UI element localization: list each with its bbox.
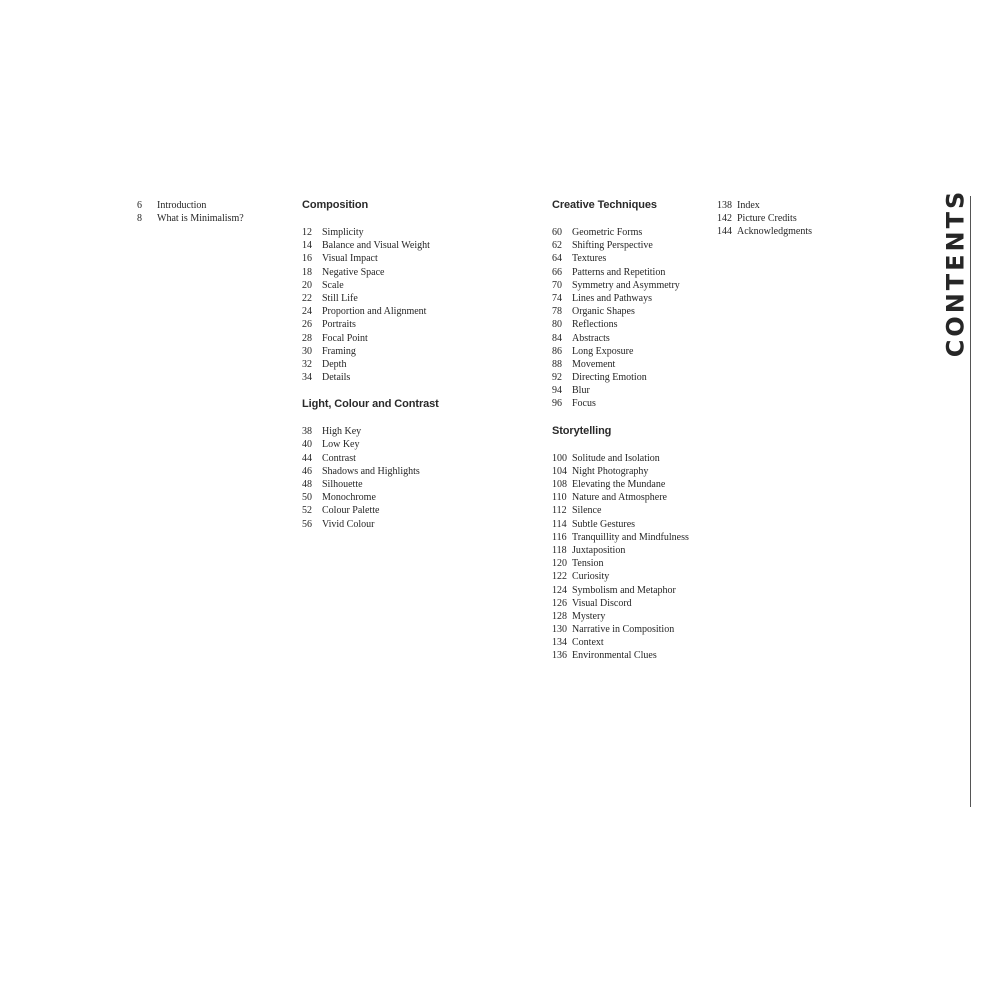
page-number: 116	[552, 531, 567, 543]
entry-title: What is Minimalism?	[157, 213, 244, 225]
back-matter-column	[717, 199, 857, 239]
toc-entry	[302, 465, 532, 478]
toc-entry	[552, 649, 712, 662]
entry-title: Textures	[572, 253, 607, 265]
page-number: 44	[302, 452, 312, 464]
toc-entry	[552, 252, 712, 265]
toc-entry	[302, 518, 532, 531]
entry-title: Silence	[572, 505, 602, 517]
entry-title: Patterns and Repetition	[572, 266, 666, 278]
toc-entry	[302, 226, 532, 239]
entry-title: Nature and Atmosphere	[572, 492, 667, 504]
section-entry-list	[302, 226, 532, 384]
entry-title: Focus	[572, 398, 596, 410]
page-number: 62	[552, 240, 562, 252]
entry-title: Details	[322, 372, 351, 384]
toc-entry	[552, 610, 712, 623]
entry-title: Mystery	[572, 610, 606, 622]
toc-entry	[552, 623, 712, 636]
page-number: 28	[302, 332, 312, 344]
toc-entry	[552, 636, 712, 649]
contents-heading-text: CONTENTS	[941, 188, 970, 357]
front-matter-list	[137, 199, 287, 225]
page-number: 128	[552, 610, 567, 622]
entry-title: Silhouette	[322, 479, 363, 490]
page-number: 88	[552, 358, 562, 370]
toc-entry	[302, 491, 532, 504]
page-number: 48	[302, 479, 312, 490]
toc-entry	[552, 452, 712, 465]
entry-title: Scale	[322, 279, 344, 291]
entry-title: Tension	[572, 558, 604, 570]
toc-entry	[302, 318, 532, 331]
section-entry-list	[302, 425, 532, 531]
section-composition	[302, 199, 532, 384]
page-number: 124	[552, 584, 567, 596]
entry-title: Juxtaposition	[572, 544, 626, 556]
page-number: 144	[717, 226, 732, 238]
entry-title: Introduction	[157, 200, 207, 211]
entry-title: Low Key	[322, 439, 360, 451]
page-number: 136	[552, 650, 567, 662]
entry-title: High Key	[322, 426, 362, 438]
toc-entry	[302, 345, 532, 358]
entry-title: Blur	[572, 385, 590, 397]
entry-title: Still Life	[322, 292, 358, 304]
toc-entry	[552, 292, 712, 305]
page-number: 94	[552, 385, 562, 397]
entry-title: Visual Impact	[322, 253, 378, 265]
page-number: 12	[302, 227, 312, 238]
entry-title: Organic Shapes	[572, 306, 635, 318]
page-number: 18	[302, 266, 312, 278]
entry-title: Acknowledgments	[737, 226, 812, 238]
section-light-colour-contrast	[302, 398, 532, 531]
page-number: 52	[302, 505, 312, 517]
page-number: 122	[552, 571, 567, 583]
page-number: 20	[302, 279, 312, 291]
toc-entry	[552, 465, 712, 478]
page-number: 46	[302, 465, 312, 477]
entry-title: Long Exposure	[572, 345, 634, 357]
page-number: 138	[717, 200, 732, 211]
page-number: 56	[302, 518, 312, 530]
entry-title: Shifting Perspective	[572, 240, 653, 252]
page-number: 112	[552, 505, 567, 517]
entry-title: Movement	[572, 358, 616, 370]
toc-entry	[552, 266, 712, 279]
entry-title: Subtle Gestures	[572, 518, 636, 530]
entry-title: Reflections	[572, 319, 618, 331]
toc-entry	[302, 292, 532, 305]
page-number: 66	[552, 266, 562, 278]
section-entry-list	[552, 226, 712, 411]
page-number: 22	[302, 292, 312, 304]
entry-title: Symbolism and Metaphor	[572, 584, 676, 596]
entry-title: Proportion and Alignment	[322, 306, 427, 318]
page-number: 6	[137, 200, 142, 211]
toc-entry	[552, 557, 712, 570]
toc-entry	[552, 531, 712, 544]
toc-entry	[552, 371, 712, 384]
toc-entry	[302, 332, 532, 345]
toc-entry	[552, 318, 712, 331]
column-composition-light	[302, 199, 532, 531]
toc-entry	[552, 239, 712, 252]
entry-title: Vivid Colour	[322, 518, 375, 530]
toc-entry	[302, 279, 532, 292]
toc-entry	[137, 199, 287, 212]
page-number: 120	[552, 558, 567, 570]
entry-title: Contrast	[322, 452, 356, 464]
page-number: 126	[552, 597, 567, 609]
entry-title: Tranquillity and Mindfulness	[572, 531, 689, 543]
entry-title: Context	[572, 637, 604, 649]
page-number: 30	[302, 345, 312, 357]
toc-entry	[717, 212, 857, 225]
toc-entry	[137, 212, 287, 225]
entry-title: Portraits	[322, 319, 356, 331]
page-number: 64	[552, 253, 562, 265]
page-number: 84	[552, 332, 562, 344]
entry-title: Colour Palette	[322, 505, 380, 517]
section-title: Composition	[302, 199, 369, 211]
toc-entry	[552, 597, 712, 610]
section-entry-list	[552, 452, 712, 663]
page-number: 14	[302, 240, 312, 252]
toc-entry	[552, 518, 712, 531]
toc-entry	[302, 239, 532, 252]
entry-title: Night Photography	[572, 465, 649, 477]
section-title: Storytelling	[552, 424, 612, 437]
toc-entry	[302, 266, 532, 279]
page-number: 38	[302, 426, 312, 438]
page-number: 26	[302, 319, 312, 331]
toc-entry	[302, 438, 532, 451]
page-number: 110	[552, 492, 567, 504]
toc-entry	[552, 397, 712, 410]
toc-entry	[552, 384, 712, 397]
toc-entry	[552, 491, 712, 504]
back-matter-list	[717, 199, 857, 239]
toc-entry	[302, 252, 532, 265]
page-number: 16	[302, 253, 312, 265]
page-number: 60	[552, 227, 562, 238]
toc-entry	[552, 305, 712, 318]
page-number: 24	[302, 306, 312, 318]
page-number: 70	[552, 279, 562, 291]
page-number: 50	[302, 492, 312, 504]
toc-entry	[552, 332, 712, 345]
entry-title: Simplicity	[322, 227, 364, 238]
entry-title: Solitude and Isolation	[572, 452, 660, 464]
page-number: 74	[552, 292, 562, 304]
section-storytelling	[552, 425, 712, 663]
toc-entry	[302, 425, 532, 438]
page-number: 114	[552, 518, 567, 530]
entry-title: Index	[737, 200, 760, 211]
entry-title: Symmetry and Asymmetry	[572, 279, 680, 291]
section-title: Light, Colour and Contrast	[302, 398, 439, 411]
toc-entry	[552, 478, 712, 491]
toc-entry	[552, 226, 712, 239]
entry-title: Visual Discord	[572, 597, 632, 609]
page-number: 100	[552, 452, 567, 464]
toc-entry	[552, 504, 712, 517]
front-matter-column	[137, 199, 287, 225]
column-creative-storytelling	[552, 199, 712, 663]
page-number: 134	[552, 637, 567, 649]
section-creative-techniques	[552, 199, 712, 411]
toc-entry	[302, 504, 532, 517]
toc-entry	[552, 544, 712, 557]
page-number: 142	[717, 213, 732, 225]
page-number: 78	[552, 306, 562, 318]
toc-entry	[552, 279, 712, 292]
toc-entry	[302, 452, 532, 465]
page-number: 130	[552, 624, 567, 636]
entry-title: Balance and Visual Weight	[322, 240, 430, 252]
page-number: 80	[552, 319, 562, 331]
contents-heading	[941, 188, 970, 357]
page-number: 108	[552, 479, 567, 490]
page-number: 40	[302, 439, 312, 451]
toc-entry	[717, 225, 857, 238]
toc-entry	[552, 584, 712, 597]
entry-title: Monochrome	[322, 492, 376, 504]
page-edge-rule	[970, 196, 971, 807]
toc-entry	[302, 358, 532, 371]
toc-entry	[552, 570, 712, 583]
entry-title: Negative Space	[322, 266, 385, 278]
entry-title: Lines and Pathways	[572, 292, 652, 304]
entry-title: Environmental Clues	[572, 650, 657, 662]
entry-title: Curiosity	[572, 571, 610, 583]
toc-entry	[302, 478, 532, 491]
entry-title: Shadows and Highlights	[322, 465, 420, 477]
page-number: 96	[552, 398, 562, 410]
section-title: Creative Techniques	[552, 199, 657, 211]
entry-title: Framing	[322, 345, 356, 357]
toc-entry	[302, 371, 532, 384]
entry-title: Directing Emotion	[572, 372, 647, 384]
page-number: 86	[552, 345, 562, 357]
entry-title: Elevating the Mundane	[572, 479, 666, 490]
page-number: 8	[137, 213, 142, 225]
entry-title: Narrative in Composition	[572, 624, 675, 636]
toc-entry	[552, 345, 712, 358]
entry-title: Abstracts	[572, 332, 610, 344]
entry-title: Focal Point	[322, 332, 368, 344]
toc-entry	[552, 358, 712, 371]
entry-title: Picture Credits	[737, 213, 797, 225]
page-number: 118	[552, 544, 567, 556]
entry-title: Depth	[322, 358, 347, 370]
toc-entry	[302, 305, 532, 318]
page-number: 34	[302, 372, 312, 384]
page-number: 32	[302, 358, 312, 370]
toc-entry	[717, 199, 857, 212]
page-number: 92	[552, 372, 562, 384]
page-number: 104	[552, 465, 567, 477]
entry-title: Geometric Forms	[572, 227, 643, 238]
